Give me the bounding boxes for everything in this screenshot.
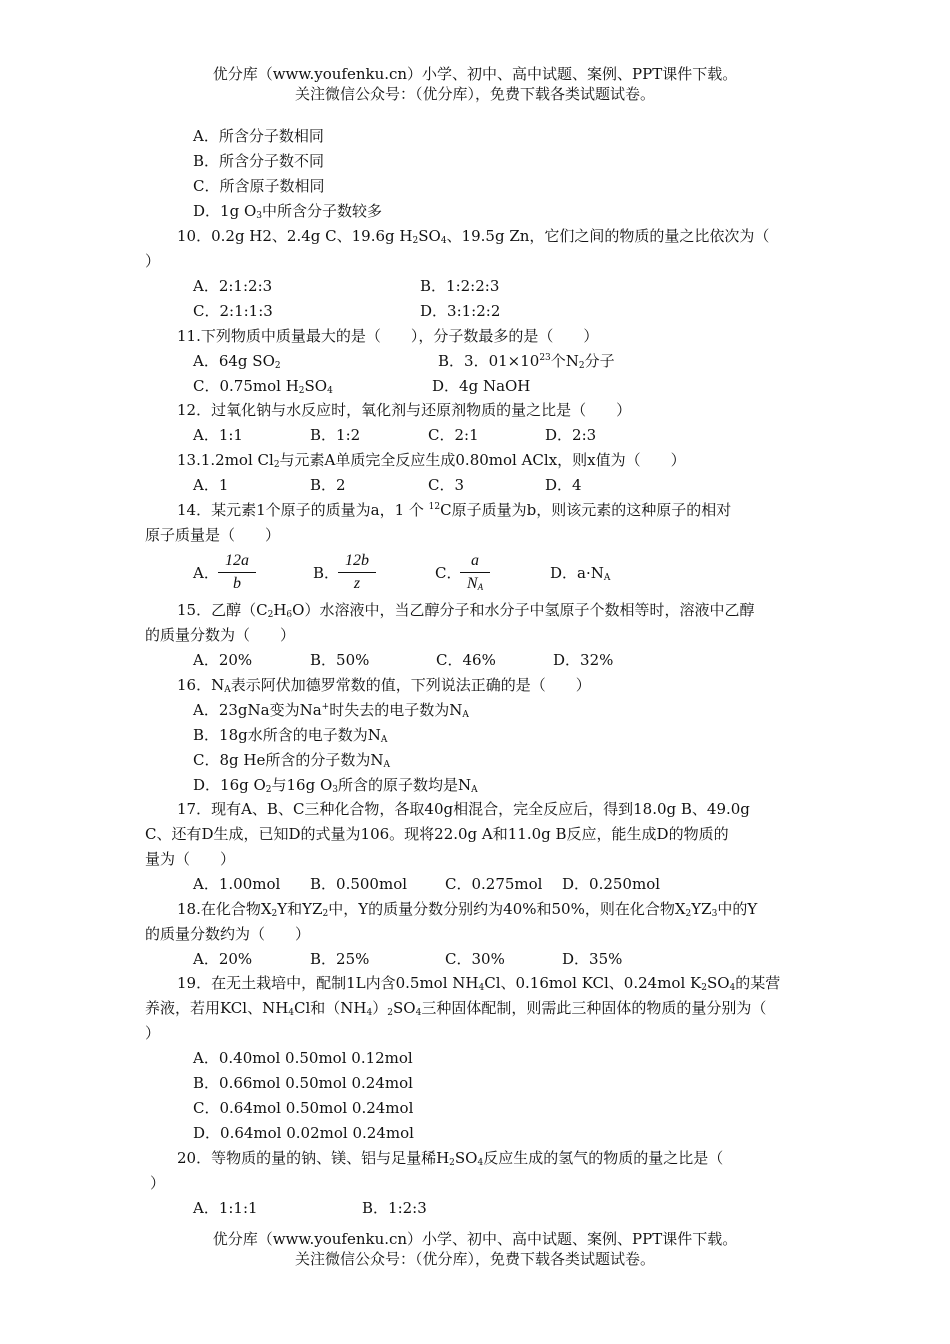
q11-option-d: D．4g NaOH bbox=[432, 377, 531, 395]
q18-option-d: D．35% bbox=[562, 950, 623, 968]
q9-option-b: B．所含分子数不同 bbox=[193, 152, 325, 170]
q13-option-c: C．3 bbox=[428, 476, 465, 494]
q12-option-b: B．1:2 bbox=[310, 426, 361, 444]
q10-option-d: D．3:1:2:2 bbox=[420, 302, 501, 320]
q12-option-d: D．2:3 bbox=[545, 426, 597, 444]
q14-b-denominator: z bbox=[353, 575, 361, 592]
q10-stem: 10．0.2g H2、2.4g C、19.6g $H_2SO_4$、19.5g Zn，它们之间的物质的量之比依次为（ bbox=[177, 227, 770, 246]
q18-stem-line-2: 的质量分数约为（ ） bbox=[145, 925, 311, 943]
q14-b-numerator: 12b bbox=[345, 552, 369, 569]
q16-option-b: B．18g水所含的电子数为$N_A$ bbox=[193, 726, 388, 745]
q14-option-c-fraction bbox=[460, 550, 490, 595]
q16-stem: 16．$N_A$表示阿伏加德罗常数的值，下列说法正确的是（ ） bbox=[177, 676, 591, 695]
q16-option-d: D．16g $O_2$与16g $O_3$所含的原子数均是$N_A$ bbox=[193, 776, 478, 795]
q14-a-numerator: 12a bbox=[225, 552, 249, 569]
q13-option-d: D．4 bbox=[545, 476, 582, 494]
q18-stem: 18.在化合物$X_2Y$和$YZ_2$中，Y的质量分数分别约为40%和50%，则在化合物$X_2YZ_3$中的Y bbox=[177, 900, 758, 919]
q13-option-a: A．1 bbox=[193, 476, 229, 494]
q14-option-c-label: C． bbox=[435, 564, 462, 582]
q13-option-b: B．2 bbox=[310, 476, 346, 494]
q17-stem: 17．现有A、B、C三种化合物，各取40g相混合，完全反应后，得到18.0g B、49.0g bbox=[177, 800, 750, 818]
q14-option-d: D．$a\cdot N_A$ bbox=[550, 564, 611, 583]
footer-line-1: 优分库（www.youfenku.cn）小学、初中、高中试题、案例、PPT课件下载。 bbox=[212, 1230, 738, 1248]
q15-option-b: B．50% bbox=[310, 651, 370, 669]
q19-stem-line-3: ） bbox=[145, 1024, 161, 1042]
q10-option-c: C．2:1:1:3 bbox=[193, 302, 273, 320]
q15-stem-line-2: 的质量分数为（ ） bbox=[145, 626, 296, 644]
q14-stem: 14．某元素1个原子的质量为a，1 个 $^{12}$C原子质量为b，则该元素的这种原子的相对 bbox=[177, 501, 732, 519]
q20-stem-line-2: ） bbox=[150, 1174, 166, 1192]
q19-option-c: C．0.64mol 0.50mol 0.24mol bbox=[193, 1099, 414, 1117]
q12-option-c: C．2:1 bbox=[428, 426, 479, 444]
q17-stem-line-3: 量为（ ） bbox=[145, 850, 236, 868]
q18-option-c: C．30% bbox=[445, 950, 505, 968]
q19-stem: 19．在无土栽培中，配制1L内含0.5mol $NH_4Cl$、0.16mol KCl、0.24mol $K_2SO_4$的某营 bbox=[177, 974, 781, 993]
q19-option-a: A．0.40mol 0.50mol 0.12mol bbox=[193, 1049, 413, 1067]
q20-option-b: B．1:2:3 bbox=[362, 1199, 427, 1217]
q15-stem: 15．乙醇$(C_2H_6O)$水溶液中，当乙醇分子和水分子中氢原子个数相等时，溶液中乙醇 bbox=[177, 601, 755, 620]
q10-option-a: A．2:1:2:3 bbox=[193, 277, 273, 295]
q15-option-d: D．32% bbox=[553, 651, 614, 669]
q11-option-a: A．64g $SO_2$ bbox=[193, 352, 281, 371]
q11-option-b: B．3．$01\times 10^{23}$个$N_2$分子 bbox=[438, 352, 615, 371]
q13-stem: 13.1.2mol $Cl_2$与元素A单质完全反应生成0.80mol AClx，则x值为（ ） bbox=[177, 451, 686, 470]
q14-option-a-fraction bbox=[218, 550, 256, 595]
q17-option-b: B．0.500mol bbox=[310, 875, 408, 893]
q14-a-denominator: b bbox=[233, 575, 241, 592]
q20-stem: 20．等物质的量的钠、镁、铝与足量稀$H_2SO_4$反应生成的氢气的物质的量之比是（ bbox=[177, 1149, 724, 1168]
q17-option-c: C．0.275mol bbox=[445, 875, 543, 893]
header-line-1: 优分库（www.youfenku.cn）小学、初中、高中试题、案例、PPT课件下载。 bbox=[212, 65, 738, 83]
q11-stem: 11.下列物质中质量最大的是（ ），分子数最多的是（ ） bbox=[177, 327, 599, 345]
q11-option-c: C．0.75mol $H_2SO_4$ bbox=[193, 377, 333, 396]
q12-stem: 12．过氧化钠与水反应时，氧化剂与还原剂物质的量之比是（ ） bbox=[177, 401, 632, 419]
q19-stem-line-2: 养液，若用KCl、$NH_4Cl$和$(NH_4)_2SO_4$三种固体配制，则需此三种固体的物质的量分别为（ bbox=[145, 999, 767, 1018]
q14-c-denominator: $N_A$ bbox=[466, 575, 484, 592]
q14-option-b-label: B． bbox=[313, 564, 340, 582]
q17-stem-line-2: C、还有D生成，已知D的式量为106。现将22.0g A和11.0g B反应，能生成D的物质的 bbox=[145, 825, 729, 843]
q14-option-a-label: A． bbox=[193, 564, 219, 582]
q19-option-b: B．0.66mol 0.50mol 0.24mol bbox=[193, 1074, 413, 1092]
q16-option-a: A．23gNa变为Na+时失去的电子数为$N_A$ bbox=[193, 701, 469, 720]
q19-option-d: D．0.64mol 0.02mol 0.24mol bbox=[193, 1124, 414, 1142]
q12-option-a: A．1:1 bbox=[193, 426, 243, 444]
q10-option-b: B．1:2:2:3 bbox=[420, 277, 500, 295]
q20-option-a: A．1:1:1 bbox=[193, 1199, 258, 1217]
q15-option-c: C．46% bbox=[436, 651, 496, 669]
q9-option-a: A．所含分子数相同 bbox=[193, 127, 324, 145]
q14-stem-line-2: 原子质量是（ ） bbox=[145, 526, 281, 544]
q10-stem-end: ） bbox=[145, 252, 161, 270]
footer-line-2: 关注微信公众号：（优分库），免费下载各类试题试卷。 bbox=[294, 1250, 655, 1268]
q18-option-a: A．20% bbox=[193, 950, 253, 968]
q9-option-d: D．1g $O_3$中所含分子数较多 bbox=[193, 202, 382, 221]
q14-c-numerator: a bbox=[471, 552, 479, 569]
q15-option-a: A．20% bbox=[193, 651, 253, 669]
q17-option-d: D．0.250mol bbox=[562, 875, 661, 893]
header-line-2: 关注微信公众号：（优分库），免费下载各类试题试卷。 bbox=[294, 85, 655, 103]
q16-option-c: C．8g He所含的分子数为$N_A$ bbox=[193, 751, 390, 770]
q18-option-b: B．25% bbox=[310, 950, 370, 968]
q14-option-b-fraction bbox=[338, 550, 376, 595]
q9-option-c: C．所含原子数相同 bbox=[193, 177, 325, 195]
q17-option-a: A．1.00mol bbox=[193, 875, 281, 893]
